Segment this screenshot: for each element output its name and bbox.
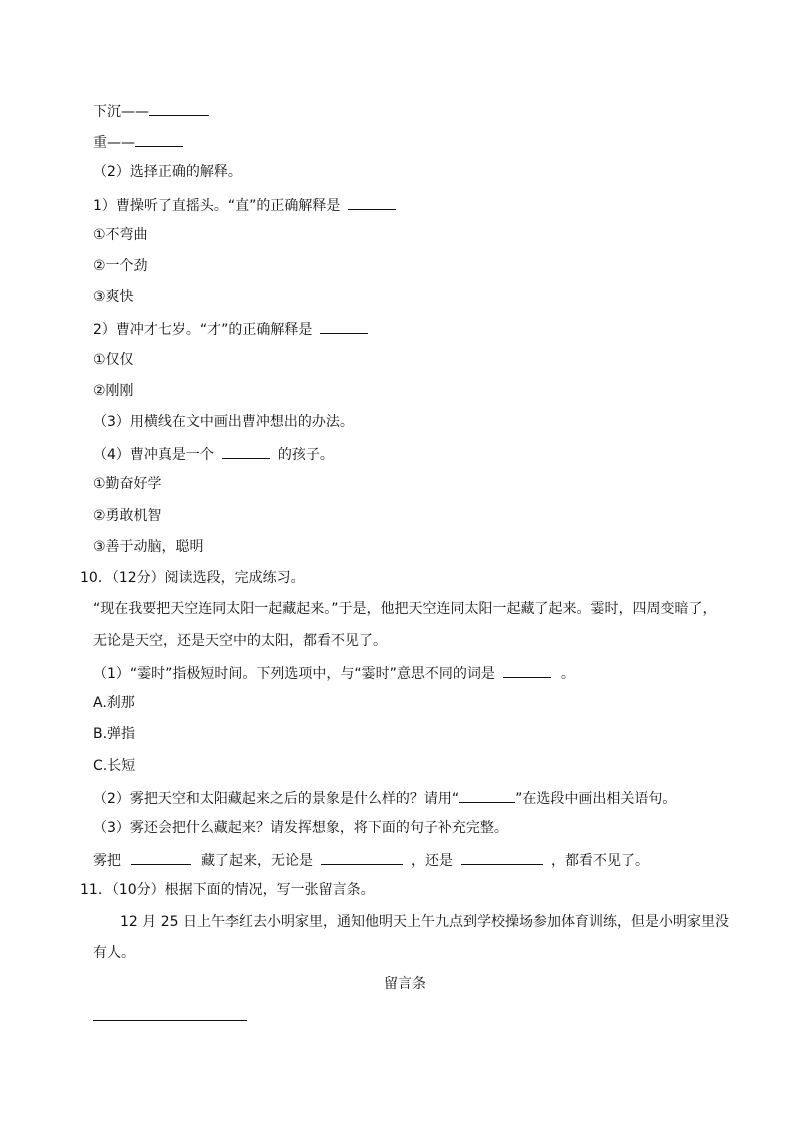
q9-sub2-text: 2）曹冲才七岁。“才”的正确解释是 xyxy=(93,322,313,338)
answer-blank[interactable] xyxy=(131,849,191,865)
option-item: ①不弯曲 xyxy=(93,227,148,243)
q10-part2-text: （2）雾把天空和太阳藏起来之后的景象是什么样的？请用“ xyxy=(93,791,460,807)
word-xiachen-label: 下沉—— xyxy=(93,104,149,120)
option-item: ②刚刚 xyxy=(93,383,134,399)
answer-blank[interactable] xyxy=(320,318,368,334)
q9-part4-text: （4）曹冲真是一个 xyxy=(93,447,214,463)
option-item: ①勤奋好学 xyxy=(93,476,162,492)
word-zhong-line xyxy=(93,131,183,153)
q9-sub1-text: 1）曹操听了直摇头。“直”的正确解释是 xyxy=(93,198,341,214)
q10-fill-b: 藏了起来，无论是 xyxy=(201,853,313,869)
note-title: 留言条 xyxy=(384,976,426,992)
answer-blank[interactable] xyxy=(222,443,270,459)
option-item: ③善于动脑，聪明 xyxy=(93,539,204,555)
answer-blank[interactable] xyxy=(149,100,209,116)
answer-blank[interactable] xyxy=(321,849,403,865)
answer-blank[interactable] xyxy=(459,787,515,803)
q9-sub1-line xyxy=(93,194,396,216)
q10-fill-line xyxy=(93,849,649,871)
q9-part3: （3）用横线在文中画出曹冲想出的办法。 xyxy=(93,414,354,430)
option-item: C.长短 xyxy=(93,758,136,774)
q10-fill-a: 雾把 xyxy=(93,853,121,869)
answer-blank[interactable] xyxy=(503,662,551,678)
option-item: ①仅仅 xyxy=(93,352,134,368)
option-item: ②勇敢机智 xyxy=(93,508,162,524)
q11-scenario-line1: 12 月 25 日上午李红去小明家里，通知他明天上午九点到学校操场参加体育训练，但是小明家里没 xyxy=(120,914,729,930)
answer-blank[interactable] xyxy=(348,194,396,210)
option-item: ③爽快 xyxy=(93,289,134,305)
q9-part2: （2）选择正确的解释。 xyxy=(93,164,242,180)
answer-blank[interactable] xyxy=(461,849,543,865)
note-write-line[interactable] xyxy=(93,1020,247,1021)
q10-passage-line1: “现在我要把天空连同太阳一起藏起来。”于是，他把天空连同太阳一起藏了起来。霎时，四周变暗了， xyxy=(93,601,717,617)
q10-passage-line2: 无论是天空，还是天空中的太阳，都看不见了。 xyxy=(93,633,387,649)
q10-fill-d: ，都看不见了。 xyxy=(551,853,649,869)
q9-sub2-line xyxy=(93,318,368,340)
q11-scenario-line2: 有人。 xyxy=(93,945,135,961)
option-item: ②一个劲 xyxy=(93,258,148,274)
option-item: A.刹那 xyxy=(93,695,135,711)
q9-part4-line xyxy=(93,443,334,465)
word-xiachen-line xyxy=(93,100,209,122)
q10-part1-line xyxy=(93,662,575,684)
answer-blank[interactable] xyxy=(135,131,183,147)
q10-fill-c: ，还是 xyxy=(411,853,453,869)
q10-header: 10．（12分）阅读选段，完成练习。 xyxy=(80,570,305,586)
q10-part1-end: 。 xyxy=(560,666,575,682)
q11-header: 11．（10分）根据下面的情况，写一张留言条。 xyxy=(80,882,375,898)
q10-part1-text: （1）“霎时”指极短时间。下列选项中，与“霎时”意思不同的词是 xyxy=(93,666,495,682)
q10-part2-suffix: ”在选段中画出相关语句。 xyxy=(515,791,677,807)
word-zhong-label: 重—— xyxy=(93,135,135,151)
option-item: B.弹指 xyxy=(93,726,136,742)
q9-part4-suffix: 的孩子。 xyxy=(277,447,334,463)
q10-part2-line xyxy=(93,787,676,809)
q10-part3: （3）雾还会把什么藏起来？请发挥想象，将下面的句子补充完整。 xyxy=(93,820,508,836)
